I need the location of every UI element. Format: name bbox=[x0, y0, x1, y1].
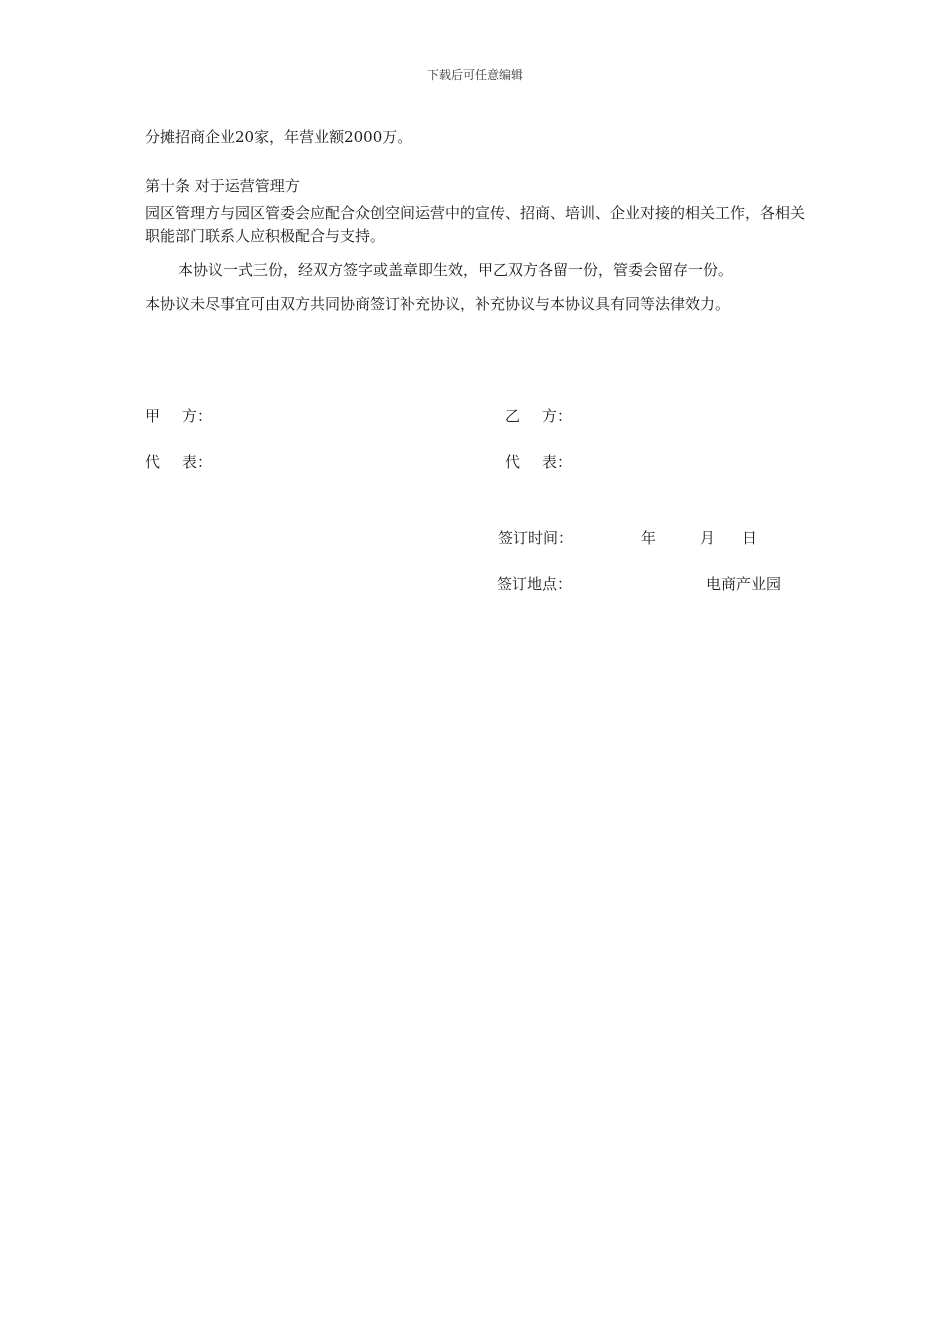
body-line-investment: 分摊招商企业20家，年营业额2000万。 bbox=[145, 128, 413, 146]
rep-b-label bbox=[505, 451, 572, 473]
party-a-label bbox=[145, 405, 212, 427]
rep-a-label bbox=[145, 451, 212, 473]
party-b-label bbox=[505, 405, 572, 427]
article-title: 第十条 对于运营管理方 bbox=[145, 177, 300, 195]
page-header-note: 下载后可任意编辑 bbox=[426, 68, 523, 82]
rep-a-char1: 代 bbox=[145, 453, 161, 471]
paragraph-copies: 本协议一式三份，经双方签字或盖章即生效，甲乙双方各留一份，管委会留存一份。 bbox=[178, 261, 734, 279]
paragraph-supplement: 本协议未尽事宜可由双方共同协商签订补充协议，补充协议与本协议具有同等法律效力。 bbox=[145, 295, 731, 313]
sign-place-label: 签订地点： bbox=[497, 575, 573, 593]
party-a-char2: 方： bbox=[182, 407, 213, 425]
sign-day-label: 日 bbox=[742, 529, 758, 547]
rep-b-char1: 代 bbox=[505, 453, 521, 471]
sign-month-label: 月 bbox=[700, 529, 716, 547]
sign-time-label: 签订时间： bbox=[498, 529, 574, 547]
rep-a-char2: 表： bbox=[182, 453, 213, 471]
article-text: 园区管理方与园区管委会应配合众创空间运营中的宣传、招商、培训、企业对接的相关工作，各相关职能部门联系人应积极配合与支持。 bbox=[145, 204, 806, 245]
party-a-char1: 甲 bbox=[145, 407, 161, 425]
sign-year-label: 年 bbox=[641, 529, 657, 547]
sign-place-value: 电商产业园 bbox=[706, 575, 782, 593]
party-b-char2: 方： bbox=[542, 407, 573, 425]
rep-b-char2: 表： bbox=[542, 453, 573, 471]
party-b-char1: 乙 bbox=[505, 407, 521, 425]
